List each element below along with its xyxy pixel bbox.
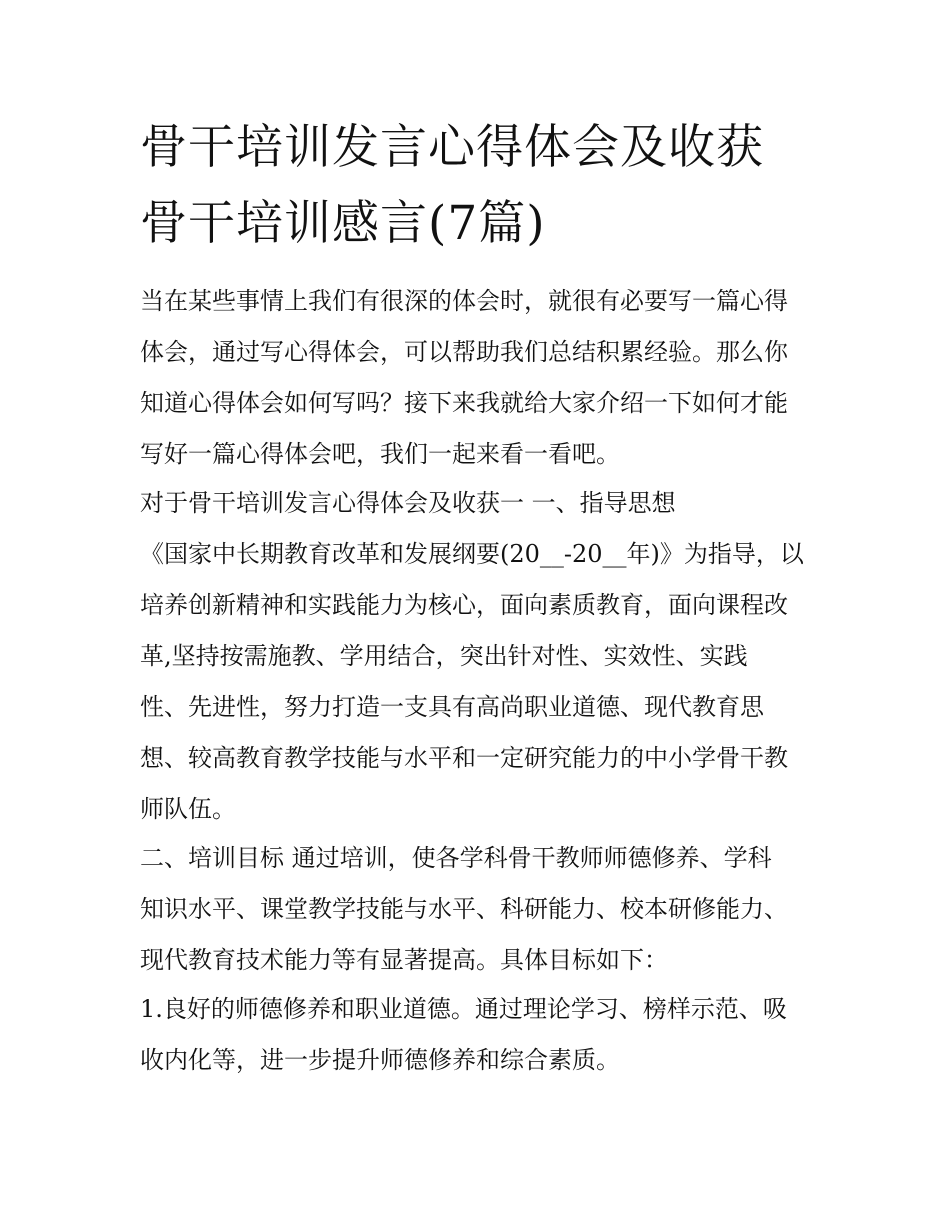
body-line: 体会，通过写心得体会，可以帮助我们总结积累经验。那么你 xyxy=(140,338,788,366)
document-title-line-1: 骨干培训发言心得体会及收获 xyxy=(140,120,764,175)
body-line: 写好一篇心得体会吧，我们一起来看一看吧。 xyxy=(140,440,620,468)
document-title-line-2: 骨干培训感言(7篇) xyxy=(140,196,546,251)
body-line: 现代教育技术能力等有显著提高。具体目标如下： xyxy=(140,946,668,974)
body-line: 培养创新精神和实践能力为核心，面向素质教育，面向课程改 xyxy=(140,591,788,619)
body-line: 当在某些事情上我们有很深的体会时，就很有必要写一篇心得 xyxy=(140,287,788,315)
body-line: 知识水平、课堂教学技能与水平、科研能力、校本研修能力、 xyxy=(140,895,788,923)
body-line: 性、先进性，努力打造一支具有高尚职业道德、现代教育思 xyxy=(140,693,764,721)
body-line: 二、培训目标 通过培训，使各学科骨干教师师德修养、学科 xyxy=(140,844,772,872)
body-line: 革,坚持按需施教、学用结合，突出针对性、实效性、实践 xyxy=(140,642,748,670)
body-line: 想、较高教育教学技能与水平和一定研究能力的中小学骨干教 xyxy=(140,744,788,772)
body-line: 知道心得体会如何写吗？接下来我就给大家介绍一下如何才能 xyxy=(140,389,788,417)
body-line: 对于骨干培训发言心得体会及收获一 一、指导思想 xyxy=(140,489,676,517)
body-line: 1.良好的师德修养和职业道德。通过理论学习、榜样示范、吸 xyxy=(140,995,787,1023)
body-line: 《国家中长期教育改革和发展纲要(20__-20__年)》为指导，以 xyxy=(140,540,804,568)
body-line: 收内化等，进一步提升师德修养和综合素质。 xyxy=(140,1046,620,1074)
body-line: 师队伍。 xyxy=(140,795,236,823)
